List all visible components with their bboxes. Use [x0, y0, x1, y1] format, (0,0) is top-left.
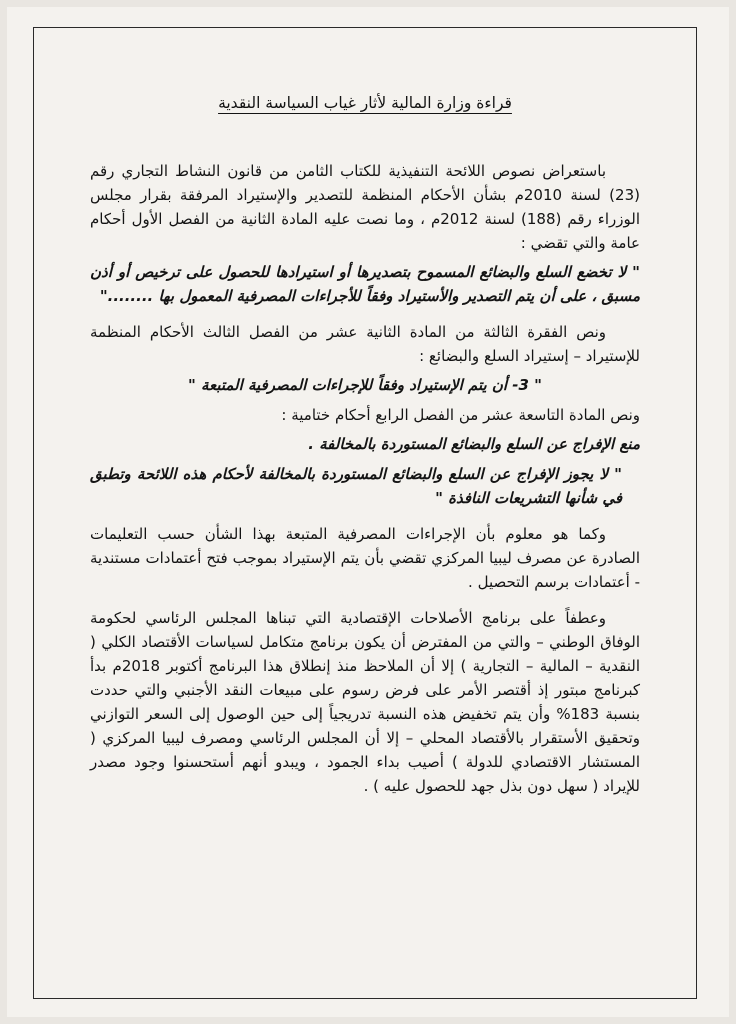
- paragraph-article-19: ونص المادة التاسعة عشر من الفصل الرابع أحكام ختامية :: [281, 406, 640, 424]
- paragraph-intro: باستعراض نصوص اللائحة التنفيذية للكتاب الثامن من قانون النشاط التجاري رقم (23) لسنة 2010م بشأن الأحكام المنظمة للتصدير والإستيراد المرفقة بقرار مجلس الوزراء رقم (188) لسنة 2012م ، وما نصت عليه المادة الثانية من الفصل الأول أحكام عامة والتي تقضي :: [90, 162, 640, 252]
- paragraph-economic-reforms: وعطفاً على برنامج الأصلاحات الإقتصادية التي تبناها المجلس الرئاسي لحكومة الوفاق الوطني – والتي من المفترض أن يكون برنامج متكامل لسياسات الأقتصاد الكلي ( النقدية – المالية – التجارية ) إلا أن الملاحظ منذ إنطلاق هذا البرنامج أكتوبر 2018م بدأ كبرنامج مبتور إذ أقتصر الأمر على فرض رسوم على مبيعات النقد الأجنبي والتي حددت بنسبة 183% وأن يتم تخفيض هذه النسبة تدريجياً إلى حين الوصول إلى السعر التوازني وتحقيق الأستقرار بالأقتصاد المحلي – إلا أن المجلس الرئاسي ومصرف ليبيا المركزي ( المستشار الاقتصادي للدولة ) أصيب بداء الجمود ، ويبدو أنهم أستحسنوا وجود مصدر للإيراد ( سهل دون بذل جهد للحصول عليه ) .: [90, 609, 640, 795]
- heading-release-ban: منع الإفراج عن السلع والبضائع المستوردة بالمخالفة .: [308, 435, 640, 453]
- quote-article-2: " لا تخضع السلع والبضائع المسموح بتصديرها أو استيرادها للحصول على ترخيص أو أذن مسبق ، على أن يتم التصدير والأستيراد وفقاً للأجراءات المصرفية المعمول بها ........": [90, 263, 640, 305]
- paragraph-article-12: ونص الفقرة الثالثة من المادة الثانية عشر من الفصل الثالث الأحكام المنظمة للإستيراد – إستيراد السلع والبضائع :: [90, 323, 640, 365]
- quote-article-19: " لا يجوز الإفراج عن السلع والبضائع المستوردة بالمخالفة لأحكام هذه اللائحة وتطبق في شأنها التشريعات النافذة ": [90, 465, 622, 507]
- quote-article-12-item-3: " 3- أن يتم الإستيراد وفقاً للإجراءات المصرفية المتبعة ": [188, 376, 542, 394]
- document-title: قراءة وزارة المالية لأثار غياب السياسة النقدية: [218, 94, 512, 112]
- document-body: [90, 91, 640, 803]
- paragraph-banking-procedures: وكما هو معلوم بأن الإجراءات المصرفية المتبعة بهذا الشأن حسب التعليمات الصادرة عن مصرف ليبيا المركزي تقضي بأن يتم الإستيراد بموجب فتح أعتمادات مستندية - أعتمادات برسم التحصيل .: [90, 525, 640, 591]
- document-sheet: [7, 7, 729, 1017]
